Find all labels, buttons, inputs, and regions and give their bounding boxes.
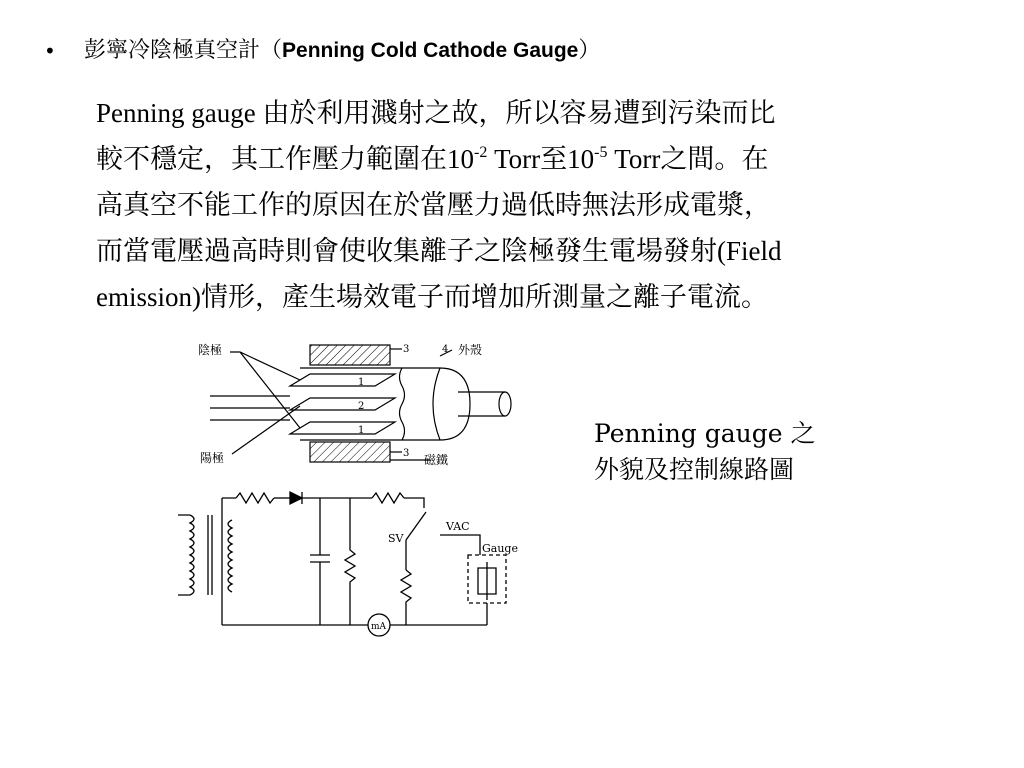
anode-plate — [290, 398, 395, 410]
paragraph-text: 較不穩定，其工作壓力範圍在10 — [96, 144, 474, 174]
paragraph-text: Penning gauge 由於利用濺射之故，所以容易遭到污染而比 — [96, 98, 776, 128]
vac-label: VAC — [446, 520, 470, 533]
paragraph-text: Torr至10 — [487, 144, 595, 174]
label-1-top: 1 — [358, 377, 365, 388]
penning-gauge-figure — [140, 330, 560, 650]
shell-end — [433, 368, 440, 440]
tube-end — [499, 392, 511, 416]
shell-label: 外殼 — [458, 343, 483, 357]
label-4: 4 — [442, 344, 449, 355]
anode-label: 陽極 — [200, 451, 225, 465]
superscript: -5 — [594, 144, 608, 161]
cathode-label: 陰極 — [198, 343, 223, 357]
meter-label: mA — [371, 622, 387, 632]
title-close-paren: ） — [578, 38, 601, 63]
wire-to-switch — [404, 498, 424, 508]
paragraph-text: 高真空不能工作的原因在於當壓力過低時無法形成電漿， — [96, 190, 771, 220]
title-english: Penning Cold Cathode Gauge — [282, 39, 579, 62]
cathode-plate-top — [290, 374, 395, 386]
resistor-1 — [236, 493, 274, 503]
cathode-plate-bottom — [290, 422, 395, 434]
wire-vac — [440, 535, 480, 555]
caption-line-2: 外貌及控制線路圖 — [594, 455, 795, 484]
paragraph-line-3 — [96, 182, 924, 228]
paragraph-line-1 — [96, 90, 924, 136]
bullet-icon: • — [44, 39, 56, 63]
gauge-label: Gauge — [482, 542, 518, 555]
paragraph-line-5 — [96, 274, 924, 320]
paragraph-line-2 — [96, 136, 924, 182]
cathode-pointer — [230, 352, 300, 428]
break-line — [400, 368, 405, 440]
switch-sv — [406, 512, 426, 540]
paragraph-line-4 — [96, 228, 924, 274]
paragraph-text: Torr之間。在 — [607, 144, 769, 174]
label-3-bottom: 3 — [403, 448, 410, 459]
magnet-bottom — [310, 442, 390, 462]
caption-line-1: Penning gauge 之 — [594, 419, 816, 448]
sv-label: SV — [388, 532, 404, 545]
figure-caption — [594, 416, 874, 488]
control-circuit — [178, 492, 506, 636]
resistor-2 — [372, 493, 404, 503]
transformer-primary — [178, 515, 194, 595]
anode-pointer — [232, 406, 300, 454]
paragraph-text: emission)情形，產生場效電子而增加所測量之離子電流。 — [96, 282, 768, 312]
label-3-top: 3 — [403, 344, 410, 355]
gauge-element — [478, 562, 496, 600]
slide-title-row — [44, 34, 600, 68]
capacitor-wire — [310, 498, 330, 625]
magnet-label: 磁鐵 — [424, 453, 449, 467]
resistor-3 — [345, 498, 355, 625]
slide-title — [84, 34, 600, 68]
transformer-core — [208, 515, 212, 595]
magnet-top — [310, 345, 390, 365]
transformer-secondary — [228, 520, 232, 592]
label-1-bottom: 1 — [358, 425, 365, 436]
description-paragraph — [96, 90, 924, 320]
superscript: -2 — [474, 144, 488, 161]
title-chinese: 彭寧冷陰極真空計（ — [84, 38, 283, 63]
paragraph-text: 而當電壓過高時則會使收集離子之陰極發生電場發射(Field — [96, 236, 782, 266]
diode — [290, 492, 302, 504]
tube — [458, 392, 505, 416]
label-2: 2 — [358, 401, 365, 412]
resistor-4 — [401, 570, 411, 625]
